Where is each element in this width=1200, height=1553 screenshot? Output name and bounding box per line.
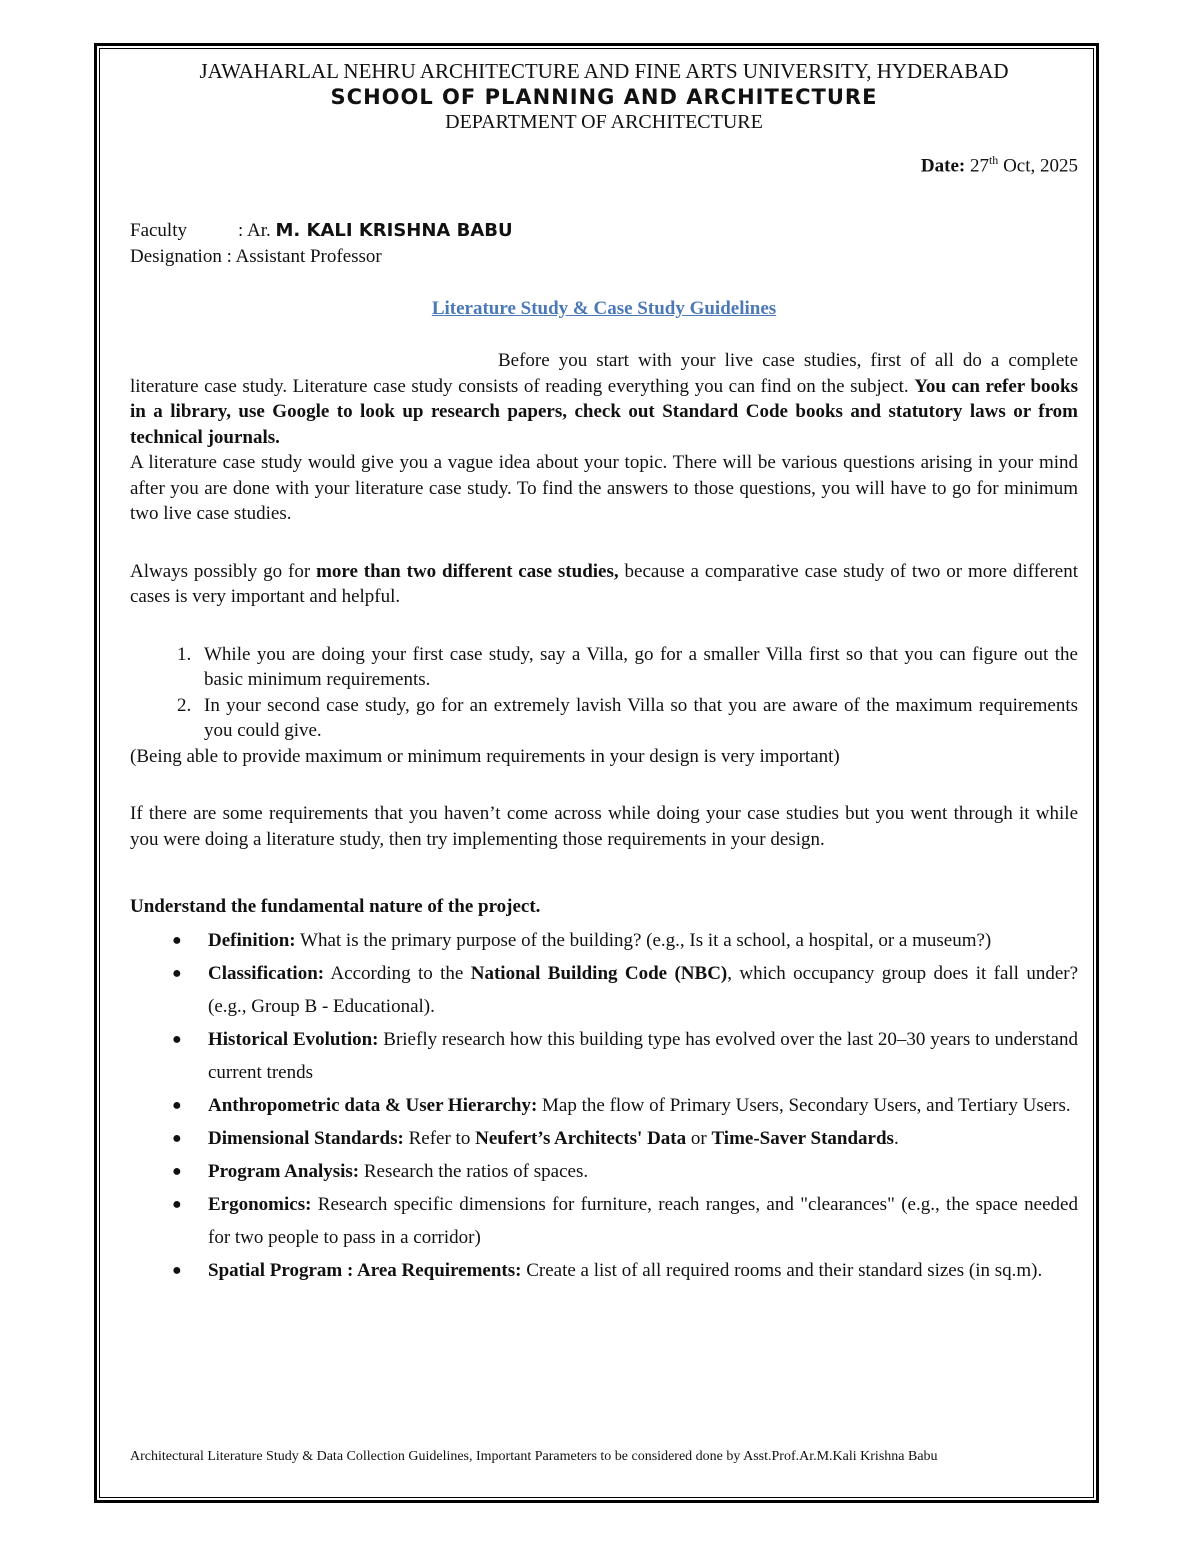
bullet-item-spatial-program — [172, 1254, 1078, 1287]
bullet-label: Classification: — [208, 963, 325, 985]
bullet-icon: ● — [172, 932, 182, 950]
bullet-text: . — [893, 1128, 899, 1150]
bullet-item-dimensional-standards — [172, 1122, 1078, 1155]
case-studies-text: Always possibly go for — [130, 560, 317, 582]
bullet-text: Research specific dimensions for furniture, reach ranges, and "clearances" (e.g., the space needed for two people to pass in a corridor) — [208, 1194, 1078, 1249]
bullet-label: Definition: — [208, 930, 296, 952]
department-name: DEPARTMENT OF ARCHITECTURE — [445, 111, 763, 133]
bullet-list — [130, 924, 1078, 1287]
bullet-icon: ● — [172, 965, 182, 983]
bullet-item-classification — [172, 957, 1079, 1023]
page-footer: Architectural Literature Study & Data Collection Guidelines, Important Parameters to be considered done by Asst.Prof.Ar.M.Kali Krishna Babu — [130, 1449, 938, 1464]
school-name: SCHOOL OF PLANNING AND ARCHITECTURE — [330, 85, 878, 109]
designation-value: : Assistant Professor — [226, 246, 382, 268]
university-name: JAWAHARLAL NEHRU ARCHITECTURE AND FINE ARTS UNIVERSITY, HYDERABAD — [199, 59, 1009, 83]
paragraph-case-studies — [130, 559, 1078, 610]
intro-text: Before you start with your live case studies, first of all do a complete literature case study. Literature case study consists of reading everything you can find on the subject. — [130, 350, 1078, 397]
bullet-icon: ● — [172, 1262, 182, 1280]
bullet-item-program-analysis — [172, 1155, 1078, 1188]
date-label: Date: — [920, 155, 966, 177]
numbered-list — [130, 642, 1078, 744]
list-item: 1. While you are doing your first case study, say a Villa, go for a smaller Villa first so that you can figure out the basic minimum requirements. — [196, 642, 1078, 693]
paragraph-literature: A literature case study would give you a vague idea about your topic. There will be various questions arising in your mind after you are done with your literature case study. To find the answers to those questions, you will have to go for minimum two live case studies. — [130, 452, 1078, 525]
case-studies-text-end: because a comparative case study of two or more different cases is very important and helpful. — [130, 560, 1078, 608]
bullet-label: Anthropometric data & User Hierarchy: — [208, 1095, 538, 1117]
list-item: 2. In your second case study, go for an extremely lavish Villa so that you are aware of the maximum requirements you could give. — [196, 693, 1078, 744]
bullet-icon: ● — [172, 1163, 182, 1181]
page-title: Literature Study & Case Study Guidelines — [431, 298, 777, 320]
bullet-text: or — [686, 1128, 712, 1150]
bullet-text: Briefly research how this building type has evolved over the last 20–30 years to understand current trends — [208, 1029, 1078, 1084]
intro-bold-text: You can refer books in a library, use Google to look up research papers, check out Standard Code books and statutory laws or from technical journals. — [130, 375, 1078, 448]
paragraph-requirements: If there are some requirements that you haven’t come across while doing your case studies but you went through it while you were doing a literature study, then try implementing those requirements in your design. — [130, 803, 1078, 850]
faculty-name: M. KALI KRISHNA BABU — [275, 220, 513, 242]
date-day: 27 — [969, 155, 989, 177]
bullet-label: Dimensional Standards: — [208, 1128, 404, 1150]
bullet-text: Research the ratios of spaces. — [359, 1161, 589, 1183]
bullet-text: Map the flow of Primary Users, Secondary Users, and Tertiary Users. — [537, 1095, 1071, 1117]
case-studies-bold: more than two different case studies, — [316, 560, 619, 582]
bullet-label: Spatial Program : Area Requirements: — [208, 1260, 522, 1282]
bullet-label: Historical Evolution: — [208, 1029, 379, 1051]
bullet-item-anthropometric — [172, 1089, 1078, 1122]
bullet-icon: ● — [172, 1031, 182, 1049]
section-heading: Understand the fundamental nature of the project. — [130, 896, 541, 918]
bullet-text: Refer to — [403, 1128, 476, 1150]
faculty-separator: : Ar. — [238, 220, 271, 242]
intro-paragraph — [130, 348, 1078, 450]
note-paragraph: (Being able to provide maximum or minimum requirements in your design is very important) — [130, 745, 840, 767]
faculty-block — [130, 218, 1078, 270]
date-suffix: th — [988, 153, 999, 167]
bullet-label: Ergonomics: — [208, 1194, 312, 1216]
bullet-item-definition — [172, 924, 1078, 957]
faculty-label: Faculty — [130, 220, 187, 242]
bullet-text: Create a list of all required rooms and their standard sizes (in sq.m). — [521, 1260, 1043, 1282]
bullet-icon: ● — [172, 1196, 182, 1214]
bullet-text: According to the — [324, 963, 471, 985]
bullet-icon: ● — [172, 1130, 182, 1148]
date-rest: Oct, 2025 — [1003, 155, 1078, 177]
bullet-item-ergonomics — [172, 1188, 1078, 1254]
document-body — [130, 58, 1078, 1287]
bullet-text: What is the primary purpose of the building? (e.g., Is it a school, a hospital, or a museum?) — [295, 930, 992, 952]
bullet-label: Program Analysis: — [208, 1161, 360, 1183]
bullet-bold-text: National Building Code (NBC) — [470, 963, 728, 985]
bullet-bold-text: Neufert’s Architects' Data — [475, 1128, 687, 1150]
bullet-bold-text: Time-Saver Standards — [711, 1128, 894, 1150]
designation-label: Designation — [130, 246, 222, 268]
bullet-icon: ● — [172, 1097, 182, 1115]
bullet-text: , which occupancy group does it fall under? (e.g., Group B - Educational). — [208, 963, 1079, 1018]
bullet-item-historical-evolution — [172, 1023, 1078, 1089]
document-date — [130, 148, 1078, 178]
